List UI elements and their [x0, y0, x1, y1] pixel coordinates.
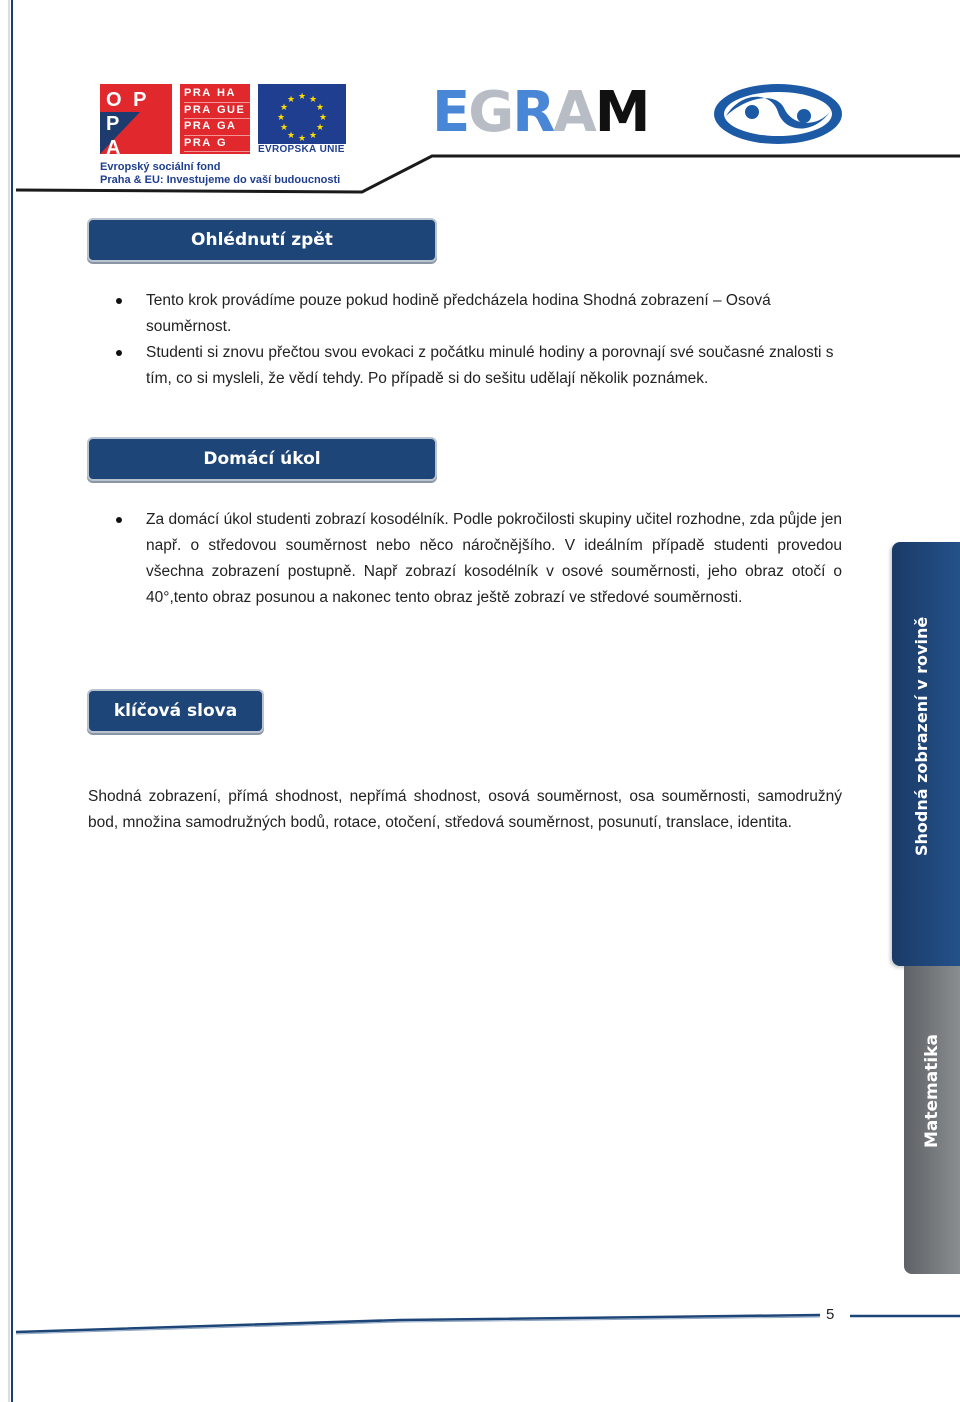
- eu-star-icon: ★: [298, 133, 307, 143]
- opp-letter: A: [106, 137, 124, 159]
- keywords-section-heading: klíčová slova: [87, 689, 264, 733]
- chapter-tab-label: Shodná zobrazení v rovině: [912, 616, 931, 856]
- eu-star-icon: ★: [298, 91, 307, 101]
- chapter-side-tab: [892, 542, 960, 966]
- subject-tab-label: Matematika: [922, 1034, 942, 1148]
- review-bullet-list: [86, 288, 846, 392]
- praha-cell: G: [217, 136, 250, 153]
- list-item: Za domácí úkol studenti zobrazí kosodélník. Podle pokročilosti skupiny učitel rozhodne, zda půjde jen např. o středovou souměrnost nebo něco náročnějšího. V ideálním případě studenti provedou všechna zobrazení postupně. Např zobrazí kosodélník v osové souměrnosti, jeho obraz otočí o 40°,tento obraz posunou a nakonec tento obraz ještě zobrazí ve středové souměrnosti.: [86, 507, 842, 611]
- eu-star-icon: ★: [316, 102, 325, 112]
- page-number: 5: [826, 1306, 835, 1323]
- praha-cell: PRA: [184, 136, 217, 153]
- footer-divider: [0, 1300, 960, 1350]
- eu-flag-icon: [258, 84, 346, 144]
- opp-letter: P: [133, 89, 150, 111]
- praha-cell: PRA: [184, 86, 217, 103]
- egram-letter: G: [468, 80, 513, 145]
- eu-star-icon: ★: [309, 130, 318, 140]
- praha-cell: HA: [217, 86, 250, 103]
- list-item: Tento krok provádíme pouze pokud hodině předcházela hodina Shodná zobrazení – Osová souměrnost.: [86, 288, 846, 340]
- homework-bullet-list: [86, 507, 842, 611]
- praha-cell: GUE: [217, 103, 250, 120]
- praha-cell: GA: [217, 119, 250, 136]
- egram-letter: A: [553, 80, 595, 145]
- praha-cell: PRA: [184, 119, 217, 136]
- left-border-rule: [8, 0, 14, 1402]
- opp-logo-text: [106, 88, 168, 159]
- esf-title: Evropský sociální fond: [100, 161, 221, 173]
- review-section-heading: Ohlédnutí zpět: [87, 218, 437, 262]
- eu-star-icon: ★: [287, 130, 296, 140]
- eu-star-icon: ★: [280, 102, 289, 112]
- homework-section-heading: Domácí úkol: [87, 437, 437, 481]
- eu-label: EVROPSKÁ UNIE: [258, 144, 345, 155]
- egram-letter: E: [432, 80, 469, 145]
- praha-cell: PRA: [184, 103, 217, 120]
- opp-letter: P: [106, 113, 123, 135]
- eu-star-icon: ★: [316, 122, 325, 132]
- eu-star-icon: ★: [277, 112, 286, 122]
- eu-star-icon: ★: [319, 112, 328, 122]
- subject-side-tab: [904, 966, 960, 1274]
- egram-letter: M: [594, 80, 649, 145]
- keywords-text: Shodná zobrazení, přímá shodnost, nepřímá shodnost, osová souměrnost, osa souměrnosti, samodružný bod, množina samodružných bodů, rotace, otočení, středová souměrnost, posunutí, translace, identita.: [88, 788, 842, 831]
- egram-letter: R: [512, 80, 554, 145]
- list-item: Studenti si znovu přečtou svou evokaci z počátku minulé hodiny a porovnají své současné znalosti s tím, co si mysleli, že vědí tehdy. Po případě si do sešitu udělají několik poznámek.: [86, 340, 846, 392]
- header-divider: [0, 140, 960, 200]
- eu-star-icon: ★: [280, 122, 289, 132]
- opp-letter: O: [106, 89, 125, 111]
- eu-star-icon: ★: [287, 94, 296, 104]
- eu-star-icon: ★: [309, 94, 318, 104]
- esf-subtitle: Praha & EU: Investujeme do vaší budoucnosti: [100, 174, 341, 186]
- egram-logo: [432, 78, 648, 148]
- university-logo-icon: [712, 82, 844, 146]
